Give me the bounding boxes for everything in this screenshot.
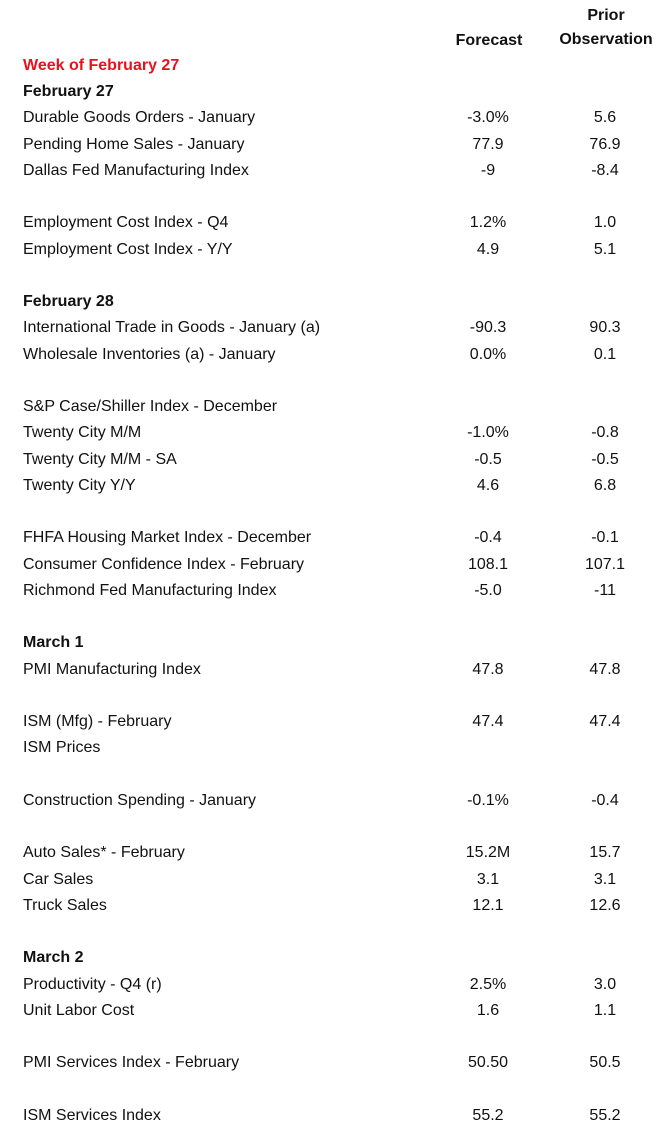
section-date: March 1: [23, 634, 84, 651]
indicator-label: PMI Manufacturing Index: [23, 661, 201, 678]
forecast-value: 4.9: [476, 241, 500, 258]
indicator-label: Unit Labor Cost: [23, 1002, 135, 1019]
indicator-label: Twenty City Y/Y: [23, 477, 136, 494]
prior-value: 47.4: [589, 713, 621, 730]
forecast-value: -0.4: [474, 529, 502, 546]
forecast-value: 77.9: [472, 136, 504, 153]
indicator-label: Twenty City M/M: [23, 424, 142, 441]
indicator-label: Car Sales: [23, 871, 94, 888]
forecast-value: -90.3: [469, 319, 507, 336]
prior-value: 3.0: [593, 976, 617, 993]
prior-value: 47.8: [589, 661, 621, 678]
indicator-label: Employment Cost Index - Q4: [23, 214, 229, 231]
indicator-row: [0, 1104, 668, 1128]
prior-value: 12.6: [589, 897, 621, 914]
forecast-value: 4.6: [476, 477, 500, 494]
indicator-label: Consumer Confidence Index - February: [23, 556, 305, 573]
indicator-row: [0, 316, 668, 340]
week-title: Week of February 27: [23, 57, 180, 74]
section-heading-row: [0, 631, 668, 655]
prior-value: -0.8: [591, 424, 619, 441]
forecast-value: -0.1%: [467, 792, 509, 809]
indicator-row: [0, 1051, 668, 1075]
prior-value: 3.1: [593, 871, 617, 888]
prior-value: 0.1: [593, 346, 617, 363]
indicator-label: Pending Home Sales - January: [23, 136, 245, 153]
indicator-label: FHFA Housing Market Index - December: [23, 529, 312, 546]
forecast-value: -5.0: [474, 582, 502, 599]
indicator-label: ISM Services Index: [23, 1107, 161, 1124]
prior-header-line2: Observation: [559, 31, 653, 48]
indicator-label: S&P Case/Shiller Index - December: [23, 398, 278, 415]
indicator-label: Truck Sales: [23, 897, 107, 914]
forecast-value: 108.1: [467, 556, 509, 573]
forecast-value: -3.0%: [467, 109, 509, 126]
section-heading-row: [0, 80, 668, 104]
indicator-label: PMI Services Index - February: [23, 1054, 240, 1071]
indicator-row: [0, 421, 668, 445]
indicator-row: [0, 474, 668, 498]
indicator-row: [0, 133, 668, 157]
indicator-row: [0, 238, 668, 262]
section-heading-row: [0, 946, 668, 970]
indicator-row: [0, 999, 668, 1023]
forecast-value: 55.2: [472, 1107, 504, 1124]
indicator-row: [0, 211, 668, 235]
prior-value: 1.1: [593, 1002, 617, 1019]
prior-value: 5.6: [593, 109, 617, 126]
forecast-value: 50.50: [467, 1054, 509, 1071]
indicator-label: Wholesale Inventories (a) - January: [23, 346, 276, 363]
indicator-label: ISM Prices: [23, 739, 101, 756]
prior-value: 55.2: [589, 1107, 621, 1124]
indicator-label: Construction Spending - January: [23, 792, 257, 809]
indicator-row: [0, 343, 668, 367]
indicator-row: [0, 789, 668, 813]
prior-value: -8.4: [591, 162, 619, 179]
forecast-value: -0.5: [474, 451, 502, 468]
forecast-value: 12.1: [472, 897, 504, 914]
section-heading-row: [0, 290, 668, 314]
indicator-row: [0, 553, 668, 577]
indicator-row: [0, 658, 668, 682]
prior-value: 1.0: [593, 214, 617, 231]
prior-value: 6.8: [593, 477, 617, 494]
forecast-value: -1.0%: [467, 424, 509, 441]
indicator-row: [0, 973, 668, 997]
prior-value: 107.1: [584, 556, 626, 573]
indicator-label: Twenty City M/M - SA: [23, 451, 177, 468]
indicator-label: ISM (Mfg) - February: [23, 713, 172, 730]
forecast-value: 3.1: [476, 871, 500, 888]
indicator-label: Dallas Fed Manufacturing Index: [23, 162, 249, 179]
indicator-row: [0, 868, 668, 892]
forecast-value: 47.4: [472, 713, 504, 730]
prior-value: 50.5: [589, 1054, 621, 1071]
indicator-row: [0, 448, 668, 472]
prior-value: -0.4: [591, 792, 619, 809]
indicator-row: [0, 710, 668, 734]
forecast-header: Forecast: [455, 32, 523, 49]
forecast-value: 1.6: [476, 1002, 500, 1019]
section-date: March 2: [23, 949, 84, 966]
prior-value: -0.5: [591, 451, 619, 468]
indicator-row: [0, 106, 668, 130]
indicator-row: [0, 579, 668, 603]
indicator-label: Richmond Fed Manufacturing Index: [23, 582, 277, 599]
forecast-value: 15.2M: [465, 844, 511, 861]
forecast-value: 47.8: [472, 661, 504, 678]
indicator-label: Durable Goods Orders - January: [23, 109, 256, 126]
indicator-row: [0, 894, 668, 918]
indicator-label: International Trade in Goods - January (a): [23, 319, 321, 336]
section-date: February 28: [23, 293, 114, 310]
indicator-label: Employment Cost Index - Y/Y: [23, 241, 233, 258]
prior-value: 90.3: [589, 319, 621, 336]
prior-value: -11: [594, 582, 616, 599]
forecast-value: 2.5%: [469, 976, 507, 993]
section-date: February 27: [23, 83, 114, 100]
indicator-label: Auto Sales* - February: [23, 844, 185, 861]
forecast-value: 1.2%: [469, 214, 507, 231]
prior-value: -0.1: [591, 529, 619, 546]
indicator-row: [0, 736, 668, 760]
prior-observation-header: [552, 4, 660, 52]
indicator-label: Productivity - Q4 (r): [23, 976, 162, 993]
indicator-row: [0, 395, 668, 419]
prior-value: 5.1: [593, 241, 617, 258]
forecast-value: -9: [480, 162, 496, 179]
indicator-row: [0, 841, 668, 865]
prior-header-line1: Prior: [587, 7, 625, 24]
indicator-row: [0, 526, 668, 550]
indicator-row: [0, 159, 668, 183]
prior-value: 15.7: [589, 844, 621, 861]
prior-value: 76.9: [589, 136, 621, 153]
forecast-value: 0.0%: [469, 346, 507, 363]
